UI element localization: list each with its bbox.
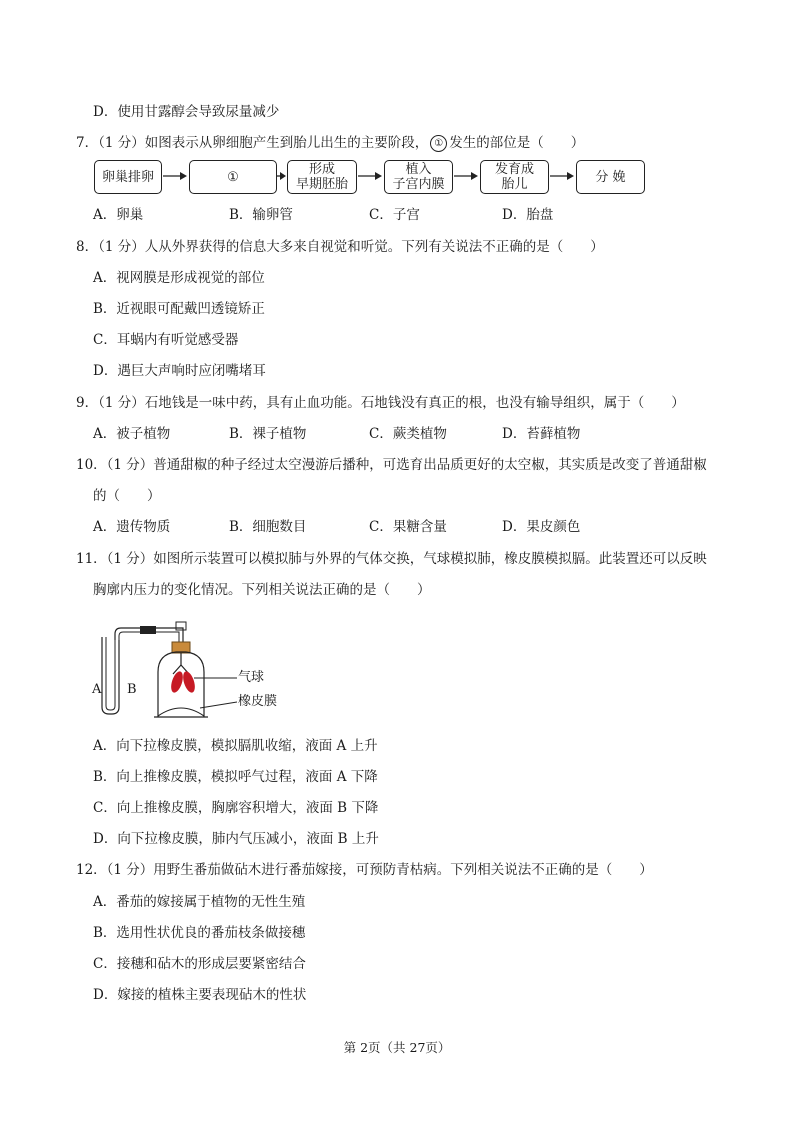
- q10-option-a: A．遗传物质: [93, 519, 171, 535]
- q7-option-c: C．子宫: [369, 207, 420, 223]
- q12-option-d: D．嫁接的植株主要表现砧木的性状: [93, 987, 307, 1003]
- label-balloon: 气球: [238, 670, 265, 685]
- label-b: B: [127, 682, 137, 697]
- page-footer: 第 2页（共 27页）: [343, 1040, 451, 1055]
- balloon-right: [181, 670, 197, 694]
- q7-circle-mark: ①: [430, 135, 447, 152]
- flow-step-birth: 分 娩: [576, 160, 645, 194]
- q7-option-a: A．卵巢: [93, 207, 144, 223]
- arrow-icon: [277, 169, 287, 183]
- q10-stem-cont: 的（ ）: [93, 488, 161, 504]
- arrow-icon: [162, 169, 189, 183]
- balloon-left: [169, 670, 185, 694]
- q7-stem-text: 7．（1 分）如图表示从卵细胞产生到胎儿出生的主要阶段，: [76, 135, 429, 151]
- q11-option-c: C．向上推橡皮膜，胸廓容积增大，液面 B 下降: [93, 800, 379, 816]
- q7-stem-end: 发生的部位是（ ）: [449, 135, 585, 151]
- q11-option-b: B．向上推橡皮膜，模拟呼气过程，液面 A 下降: [93, 769, 378, 785]
- rubber-membrane: [158, 708, 204, 716]
- q11-stem: 11．（1 分）如图所示装置可以模拟肺与外界的气体交换，气球模拟肺，橡皮膜模拟膈。此装置还可以反映: [76, 551, 707, 567]
- q7-stem: [76, 133, 584, 153]
- flow-step-early-embryo: 形成 早期胚胎: [287, 160, 357, 194]
- q12-option-c: C．接穗和砧木的形成层要紧密结合: [93, 956, 306, 972]
- arrow-icon: [453, 169, 480, 183]
- flow-step-fetus: 发育成 胎儿: [480, 160, 549, 194]
- q8-option-b: B．近视眼可配戴凹透镜矫正: [93, 301, 265, 317]
- q8-option-a: A．视网膜是形成视觉的部位: [93, 270, 265, 286]
- tube-clamp: [140, 626, 156, 634]
- q10-stem: 10．（1 分）普通甜椒的种子经过太空漫游后播种，可选育出品质更好的太空椒，其实质是改变了普通甜椒: [76, 457, 707, 473]
- flow-step-ovulation: 卵巢排卵: [94, 160, 162, 194]
- q8-option-c: C．耳蜗内有听觉感受器: [93, 332, 239, 348]
- label-membrane: 橡皮膜: [238, 694, 278, 709]
- q8-option-d: D．遇巨大声响时应闭嘴堵耳: [93, 363, 266, 379]
- q7-option-d: D．胎盘: [502, 207, 554, 223]
- q12-option-a: A．番茄的嫁接属于植物的无性生殖: [93, 894, 306, 910]
- q6-option-d: D．使用甘露醇会导致尿量减少: [93, 104, 280, 120]
- flow-step-1: ①: [189, 160, 277, 194]
- q10-option-d: D．果皮颜色: [502, 519, 581, 535]
- arrow-icon: [549, 169, 576, 183]
- arrow-icon: [357, 169, 384, 183]
- q11-option-d: D．向下拉橡皮膜，肺内气压减小，液面 B 上升: [93, 831, 379, 847]
- q7-option-b: B．输卵管: [229, 207, 293, 223]
- q9-option-b: B．裸子植物: [229, 426, 307, 442]
- q9-option-c: C．蕨类植物: [369, 426, 447, 442]
- q9-option-d: D．苔藓植物: [502, 426, 581, 442]
- u-tube-outer: [102, 637, 119, 714]
- q11-stem-cont: 胸廓内压力的变化情况。下列相关说法正确的是（ ）: [93, 582, 431, 598]
- q9-option-a: A．被子植物: [93, 426, 171, 442]
- q12-stem: 12．（1 分）用野生番茄做砧木进行番茄嫁接，可预防青枯病。下列相关说法不正确的是（ ）: [76, 862, 653, 878]
- lung-model-diagram: [90, 612, 250, 722]
- q10-option-c: C．果糖含量: [369, 519, 447, 535]
- q9-stem: 9．（1 分）石地钱是一味中药，具有止血功能。石地钱没有真正的根，也没有输导组织，属于（ ）: [76, 395, 685, 411]
- label-a: A: [92, 682, 102, 697]
- q10-option-b: B．细胞数目: [229, 519, 307, 535]
- rubber-stopper: [172, 642, 190, 653]
- q11-option-a: A．向下拉橡皮膜，模拟膈肌收缩，液面 A 上升: [93, 738, 378, 754]
- flow-step-implant: 植入 子宫内膜: [384, 160, 453, 194]
- q12-option-b: B．选用性状优良的番茄枝条做接穗: [93, 925, 306, 941]
- q8-stem: 8．（1 分）人从外界获得的信息大多来自视觉和听觉。下列有关说法不正确的是（ ）: [76, 239, 604, 255]
